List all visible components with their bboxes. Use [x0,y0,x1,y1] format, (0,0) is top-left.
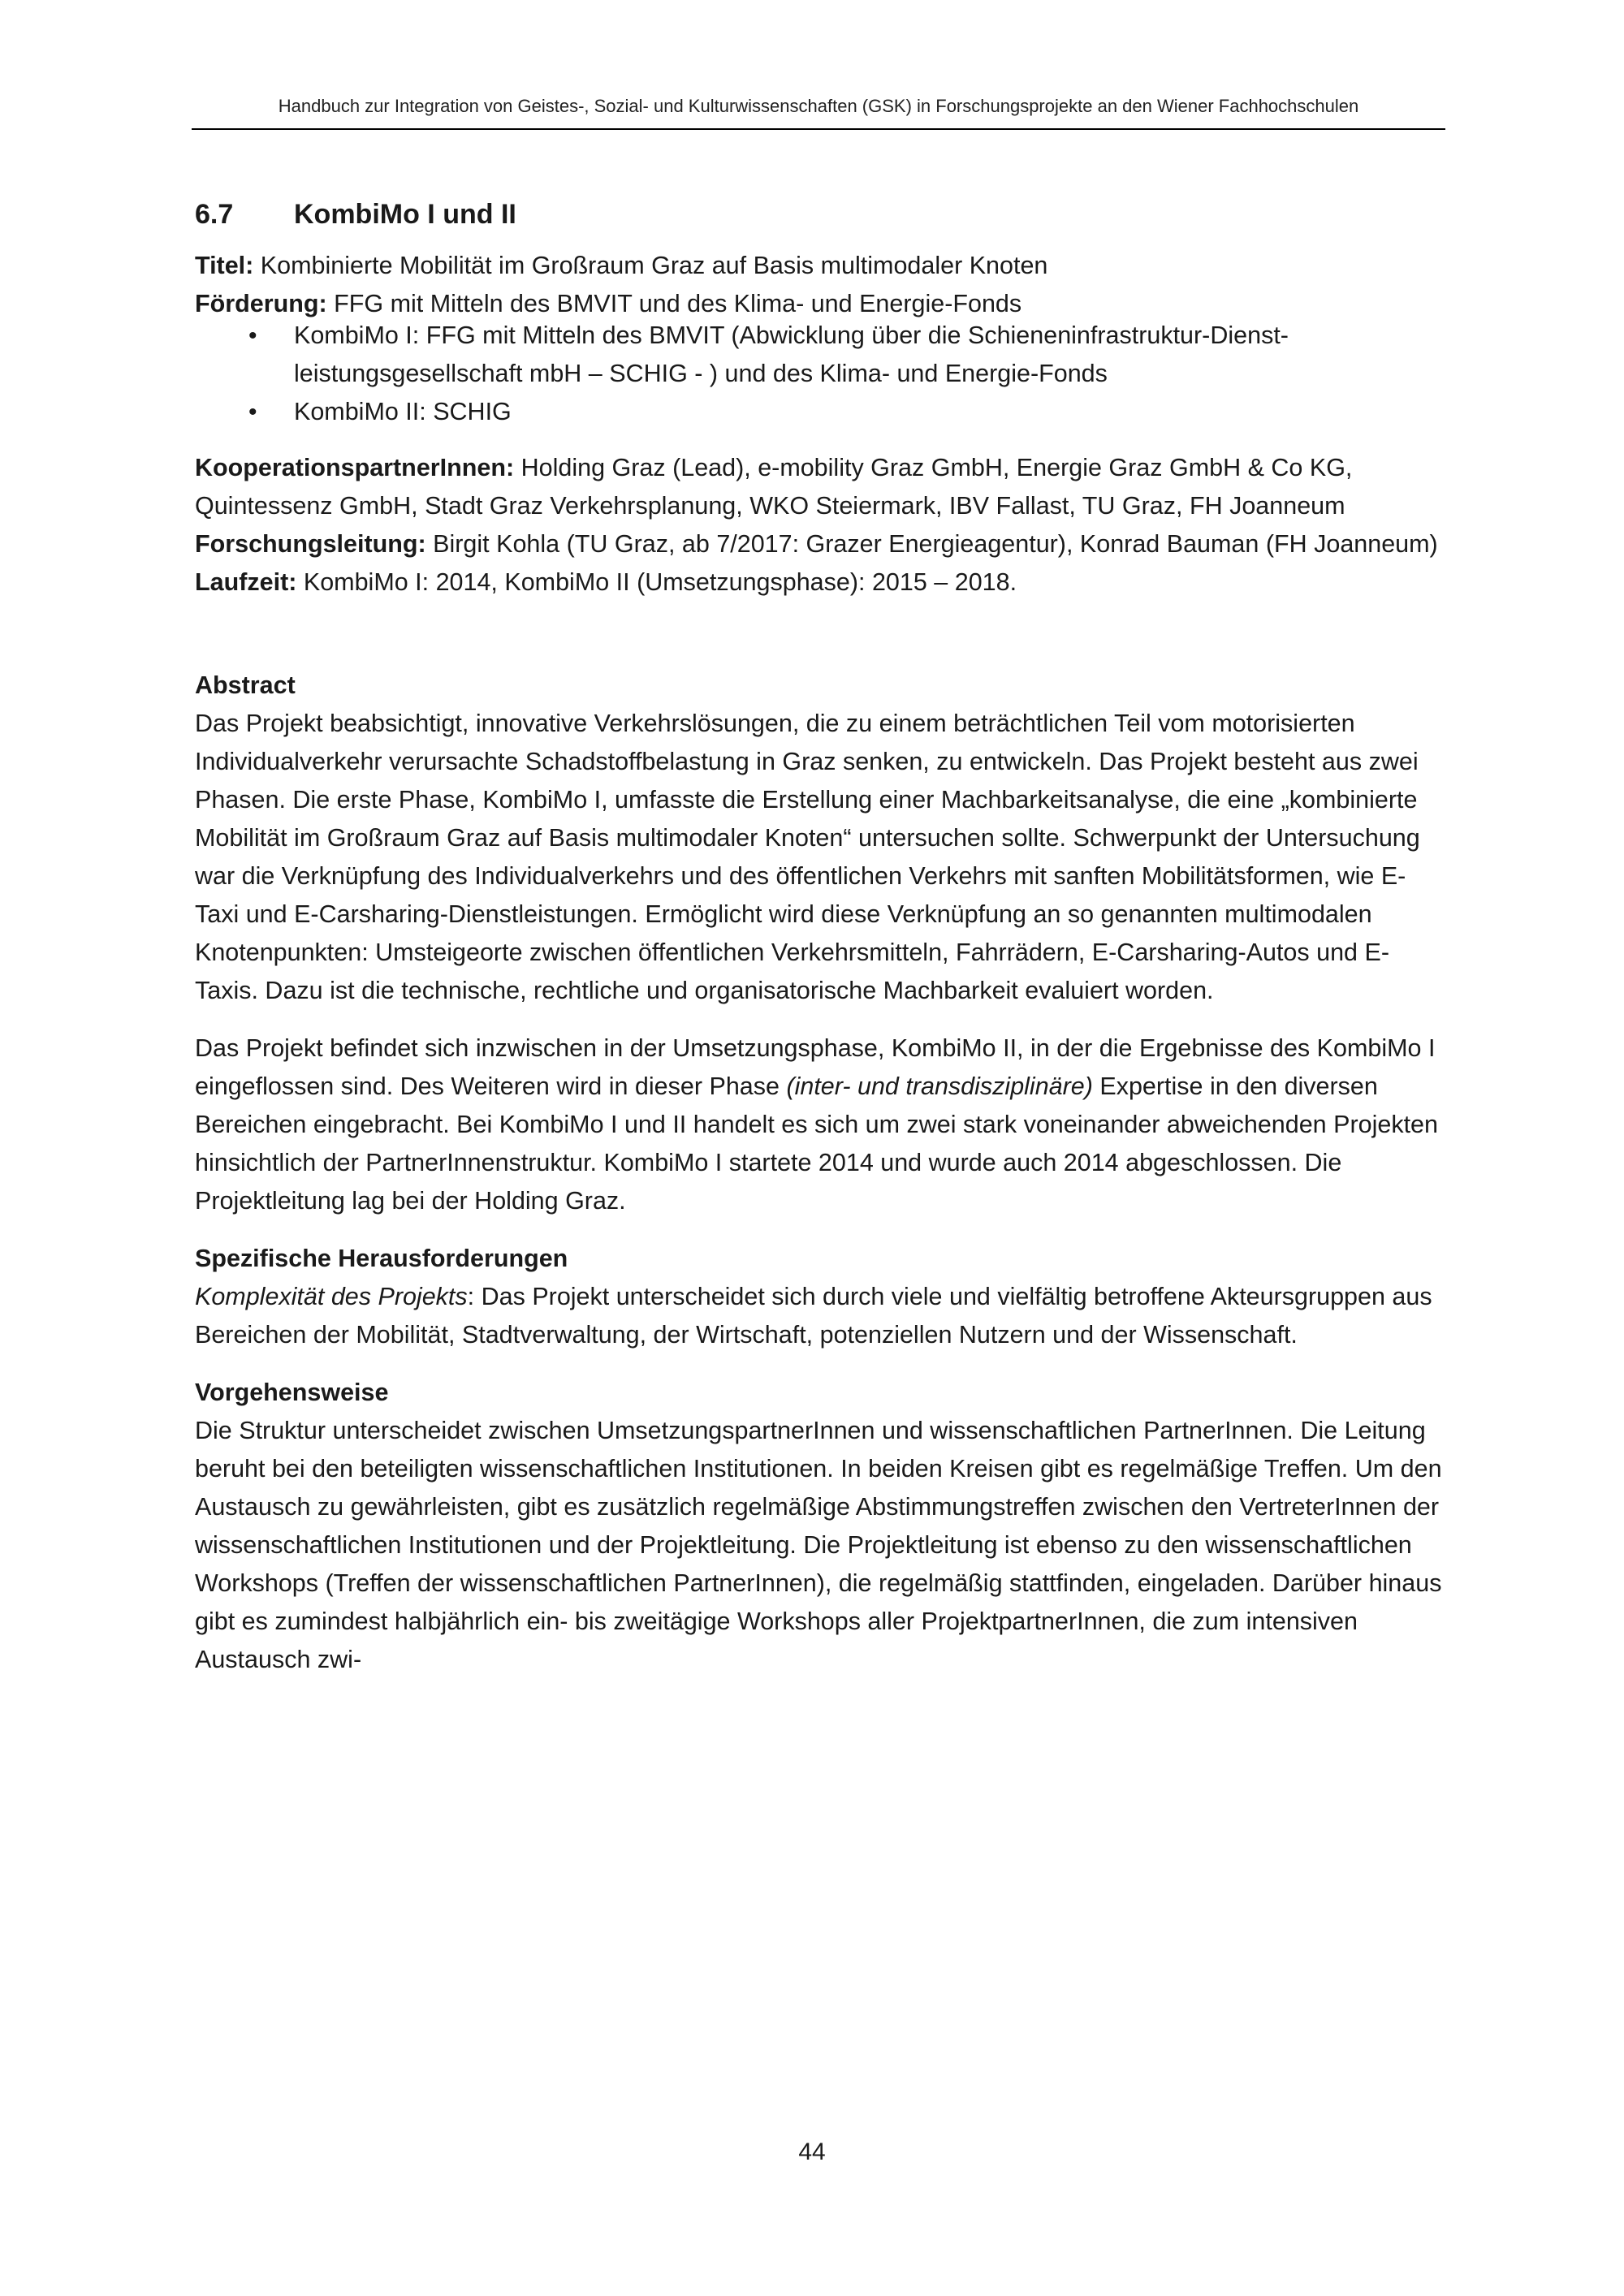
foerderung-value: FFG mit Mitteln des BMVIT und des Klima- und Energie-Fonds [326,290,1022,317]
vorgehensweise-heading: Vorgehensweise [195,1379,389,1406]
herausforderungen-text: : Das Projekt unterscheidet sich durch viele und vielfältig betroffene Akteursgruppen aus Bereichen der Mobilität, Stadtverwaltung, der Wirtschaft, potenziellen Nutzern und der Wissenschaft. [195,1283,1432,1349]
foerderung-list [195,317,1442,431]
titel-value: Kombinierte Mobilität im Großraum Graz auf Basis multimodaler Knoten [253,252,1048,279]
section-title: KombiMo I und II [294,199,516,230]
herausforderungen-heading: Spezifische Herausforderungen [195,1245,568,1272]
page-content [195,193,1442,1698]
section-heading [195,193,1442,235]
abstract-paragraph-1: Das Projekt beabsichtigt, innovative Verkehrslösungen, die zu einem beträchtlichen Teil vom motorisierten Individualverkehr verursachte Schadstoffbelastung in Graz senken, zu entwickeln. Das Projekt besteht aus zwei Phasen. Die erste Phase, KombiMo I, umfasste die Erstellung einer Machbarkeitsanalyse, die eine „kombinierte Mobilität im Großraum Graz auf Basis multimodaler Knoten“ untersuchen sollte. Schwerpunkt der Untersuchung war die Verknüpfung des Individualverkehrs und des öffentlichen Verkehrs mit sanften Mobilitätsformen, wie E-Taxi und E-Carsharing-Dienstleistungen. Ermöglicht wird diese Verknüpfung an so genannten multimodalen Knotenpunkten: Umsteigeorte zwischen öffentlichen Verkehrsmitteln, Fahrrädern, E-Carsharing-Autos und E-Taxis. Dazu ist die technische, rechtliche und organisatorische Machbarkeit evaluiert worden. [195,710,1420,1004]
list-item: • KombiMo I: FFG mit Mitteln des BMVIT (Abwicklung über die Schieneninfrastruktur-Dienst-leistungsgesellschaft mbH – SCHIG - ) und des Klima- und Energie-Fonds [195,317,1442,393]
list-item: • KombiMo II: SCHIG [195,393,1442,431]
titel-label: Titel: [195,252,254,279]
vorgehensweise-paragraph: Die Struktur unterscheidet zwischen UmsetzungspartnerInnen und wissenschaftlichen PartnerInnen. Die Leitung beruht bei den beteiligten wissenschaftlichen Institutionen. In beiden Kreisen gibt es regelmäßige Treffen. Um den Austausch zu gewährleisten, gibt es zusätzlich regelmäßige Abstimmungstreffen zwischen den VertreterInnen der wissenschaftlichen Institutionen und der Projektleitung. Die Projektleitung ist ebenso zu den wissenschaftlichen Workshops (Treffen der wissenschaftlichen PartnerInnen), die regelmäßig stattfinden, eingeladen. Darüber hinaus gibt es zumindest halbjährlich ein- bis zweitägige Workshops aller ProjektpartnerInnen, die zum intensiven Austausch zwi- [195,1417,1442,1673]
abstract-p2-italic: (inter- und transdisziplinäre) [786,1072,1093,1100]
abstract-p2-end: Expertise in den diversen Bereichen eingebracht. Bei KombiMo I und II handelt es sich um zwei stark voneinander abweichenden Projekten hinsichtlich der PartnerInnenstruktur. KombiMo I startete 2014 und wurde auch 2014 abgeschlossen. Die Projektleitung lag bei der Holding Graz. [195,1072,1438,1215]
meta-partner [195,449,1442,525]
abstract-heading: Abstract [195,671,296,699]
spacer [195,602,1442,667]
running-header: Handbuch zur Integration von Geistes-, Sozial- und Kulturwissenschaften (GSK) in Forschungsprojekte an den Wiener Fachhochschulen [278,96,1359,116]
abstract-p2-start: Das Projekt befindet sich inzwischen in der Umsetzungsphase, KombiMo II, in der die Ergebnisse des KombiMo I eingeflossen sind. Des Weiteren wird in dieser Phase [195,1034,1436,1100]
leitung-label: Forschungsleitung: [195,530,426,558]
meta-titel [195,247,1442,285]
herausforderungen-paragraph [195,1278,1442,1354]
page-number: 44 [798,2138,826,2165]
foerderung-label: Förderung: [195,290,327,317]
partner-label: KooperationspartnerInnen: [195,454,515,481]
meta-laufzeit [195,563,1442,602]
abstract-paragraph-2 [195,1029,1442,1220]
herausforderungen-italic-lead: Komplexität des Projekts [195,1283,468,1310]
partner-value: Holding Graz (Lead), e-mobility Graz GmbH, Energie Graz GmbH & Co KG, Quintessenz GmbH, Stadt Graz Verkehrsplanung, WKO Steiermark, IBV Fallast, TU Graz, FH Joanneum [195,454,1353,520]
header-rule [192,128,1445,130]
laufzeit-label: Laufzeit: [195,568,297,596]
meta-leitung [195,525,1442,563]
laufzeit-value: KombiMo I: 2014, KombiMo II (Umsetzungsphase): 2015 – 2018. [296,568,1017,596]
leitung-value: Birgit Kohla (TU Graz, ab 7/2017: Grazer Energieagentur), Konrad Bauman (FH Joanneum) [425,530,1438,558]
section-number: 6.7 [195,199,234,230]
